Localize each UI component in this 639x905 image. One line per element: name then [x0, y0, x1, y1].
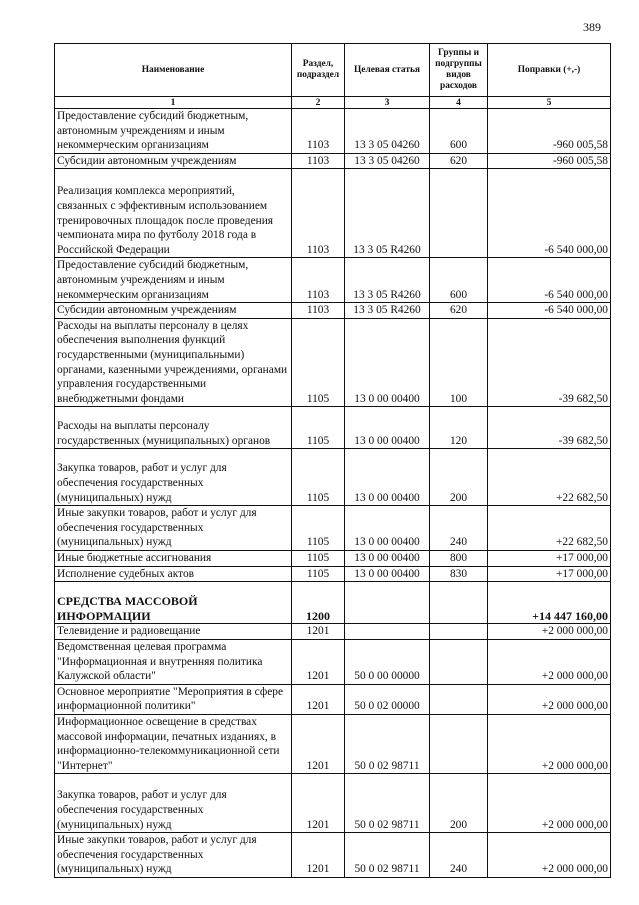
header-target-article: Целевая статья: [345, 44, 430, 97]
row-amount: -6 540 000,00: [488, 303, 611, 319]
column-number: 1: [55, 97, 292, 109]
row-name: Ведомственная целевая программа "Информационная и внутренняя политика Калужской области": [55, 640, 292, 685]
row-article: 13 3 05 R4260: [345, 258, 430, 303]
column-number: 5: [488, 97, 611, 109]
row-group: [430, 684, 488, 714]
row-amount: +2 000 000,00: [488, 774, 611, 833]
row-amount: +2 000 000,00: [488, 684, 611, 714]
row-amount: +22 682,50: [488, 449, 611, 506]
table-row: [55, 551, 611, 567]
row-amount: +22 682,50: [488, 506, 611, 551]
row-article: [345, 624, 430, 640]
table-row: [55, 153, 611, 169]
row-name: Иные закупки товаров, работ и услуг для обеспечения государственных (муниципальных) нужд: [55, 506, 292, 551]
row-section: 1105: [292, 551, 345, 567]
page-number: 389: [583, 20, 601, 34]
column-number: 3: [345, 97, 430, 109]
table-row: [55, 624, 611, 640]
row-name: СРЕДСТВА МАССОВОЙ ИНФОРМАЦИИ: [55, 582, 292, 624]
row-name: Закупка товаров, работ и услуг для обеспечения государственных (муниципальных) нужд: [55, 449, 292, 506]
row-amount: -960 005,58: [488, 109, 611, 154]
row-section: 1103: [292, 169, 345, 258]
row-amount: +2 000 000,00: [488, 714, 611, 773]
row-amount: -39 682,50: [488, 318, 611, 407]
header-name: Наименование: [55, 44, 292, 97]
row-amount: +2 000 000,00: [488, 833, 611, 878]
row-name: Иные бюджетные ассигнования: [55, 551, 292, 567]
row-article: 13 3 05 R4260: [345, 303, 430, 319]
row-section: 1103: [292, 258, 345, 303]
header-section: Раздел, подраздел: [292, 44, 345, 97]
column-number: 4: [430, 97, 488, 109]
row-name: Реализация комплекса мероприятий, связанных с эффективным использованием тренировочных площадок после проведения чемпионата мира по футболу 2018 года в Российской Федерации: [55, 169, 292, 258]
row-name: Предоставление субсидий бюджетным, автономным учреждениям и иным некоммерческим организациям: [55, 258, 292, 303]
row-section: 1103: [292, 303, 345, 319]
row-amount: +14 447 160,00: [488, 582, 611, 624]
row-name: Информационное освещение в средствах массовой информации, печатных изданиях, в информационно-телекоммуникационной сети "Интернет": [55, 714, 292, 773]
row-group: 830: [430, 566, 488, 582]
row-section: 1201: [292, 640, 345, 685]
header-amendments: Поправки (+,-): [488, 44, 611, 97]
row-article: 13 3 05 04260: [345, 153, 430, 169]
row-section: 1103: [292, 109, 345, 154]
row-article: [345, 582, 430, 624]
row-group: [430, 582, 488, 624]
row-group: [430, 640, 488, 685]
table-row: [55, 774, 611, 833]
row-name: Телевидение и радиовещание: [55, 624, 292, 640]
row-group: 240: [430, 833, 488, 878]
row-article: 13 0 00 00400: [345, 449, 430, 506]
row-name: Закупка товаров, работ и услуг для обеспечения государственных (муниципальных) нужд: [55, 774, 292, 833]
table-row: [55, 258, 611, 303]
row-group: 600: [430, 109, 488, 154]
row-section: 1201: [292, 774, 345, 833]
row-amount: +17 000,00: [488, 566, 611, 582]
row-amount: +2 000 000,00: [488, 624, 611, 640]
row-name: Иные закупки товаров, работ и услуг для обеспечения государственных (муниципальных) нужд: [55, 833, 292, 878]
table-row: [55, 506, 611, 551]
row-name: Субсидии автономным учреждениям: [55, 153, 292, 169]
row-section: 1105: [292, 566, 345, 582]
table-row: [55, 582, 611, 624]
row-article: 50 0 02 98711: [345, 714, 430, 773]
table-row: [55, 407, 611, 449]
table-row: [55, 303, 611, 319]
table-row: [55, 714, 611, 773]
column-number-row: [55, 97, 611, 109]
row-group: [430, 169, 488, 258]
row-group: 200: [430, 449, 488, 506]
row-article: 13 3 05 04260: [345, 109, 430, 154]
row-article: 13 0 00 00400: [345, 566, 430, 582]
row-group: 240: [430, 506, 488, 551]
row-group: 620: [430, 153, 488, 169]
table-row: [55, 684, 611, 714]
row-amount: -960 005,58: [488, 153, 611, 169]
row-section: 1103: [292, 153, 345, 169]
row-amount: -39 682,50: [488, 407, 611, 449]
table-row: [55, 109, 611, 154]
table-row: [55, 833, 611, 878]
table-row: [55, 169, 611, 258]
budget-amendments-table: [54, 43, 611, 878]
row-amount: -6 540 000,00: [488, 169, 611, 258]
row-name: Основное мероприятие "Мероприятия в сфере информационной политики": [55, 684, 292, 714]
table-row: [55, 449, 611, 506]
row-section: 1201: [292, 684, 345, 714]
row-article: 50 0 00 00000: [345, 640, 430, 685]
row-section: 1105: [292, 506, 345, 551]
row-section: 1105: [292, 449, 345, 506]
row-amount: +17 000,00: [488, 551, 611, 567]
row-group: [430, 714, 488, 773]
column-number: 2: [292, 97, 345, 109]
row-section: 1201: [292, 833, 345, 878]
row-group: 200: [430, 774, 488, 833]
row-group: [430, 624, 488, 640]
row-name: Предоставление субсидий бюджетным, автономным учреждениям и иным некоммерческим организациям: [55, 109, 292, 154]
row-section: 1201: [292, 714, 345, 773]
table-header-row: [55, 44, 611, 97]
row-group: 620: [430, 303, 488, 319]
row-article: 13 3 05 R4260: [345, 169, 430, 258]
row-group: 120: [430, 407, 488, 449]
row-name: Субсидии автономным учреждениям: [55, 303, 292, 319]
row-article: 50 0 02 98711: [345, 774, 430, 833]
row-section: 1200: [292, 582, 345, 624]
row-amount: -6 540 000,00: [488, 258, 611, 303]
row-name: Расходы на выплаты персоналу государственных (муниципальных) органов: [55, 407, 292, 449]
header-expense-group: Группы и подгруппы видов расходов: [430, 44, 488, 97]
table-row: [55, 640, 611, 685]
row-article: 50 0 02 98711: [345, 833, 430, 878]
row-article: 13 0 00 00400: [345, 506, 430, 551]
row-article: 13 0 00 00400: [345, 407, 430, 449]
row-section: 1201: [292, 624, 345, 640]
table-row: [55, 318, 611, 407]
row-name: Расходы на выплаты персоналу в целях обеспечения выполнения функций государственными (муниципальными) органами, казенными учреждениями, органами управления государственными внебюджетными фондами: [55, 318, 292, 407]
row-group: 600: [430, 258, 488, 303]
table-row: [55, 566, 611, 582]
row-group: 800: [430, 551, 488, 567]
row-article: 13 0 00 00400: [345, 551, 430, 567]
row-section: 1105: [292, 407, 345, 449]
row-section: 1105: [292, 318, 345, 407]
row-name: Исполнение судебных актов: [55, 566, 292, 582]
row-article: 13 0 00 00400: [345, 318, 430, 407]
row-amount: +2 000 000,00: [488, 640, 611, 685]
row-article: 50 0 02 00000: [345, 684, 430, 714]
row-group: 100: [430, 318, 488, 407]
